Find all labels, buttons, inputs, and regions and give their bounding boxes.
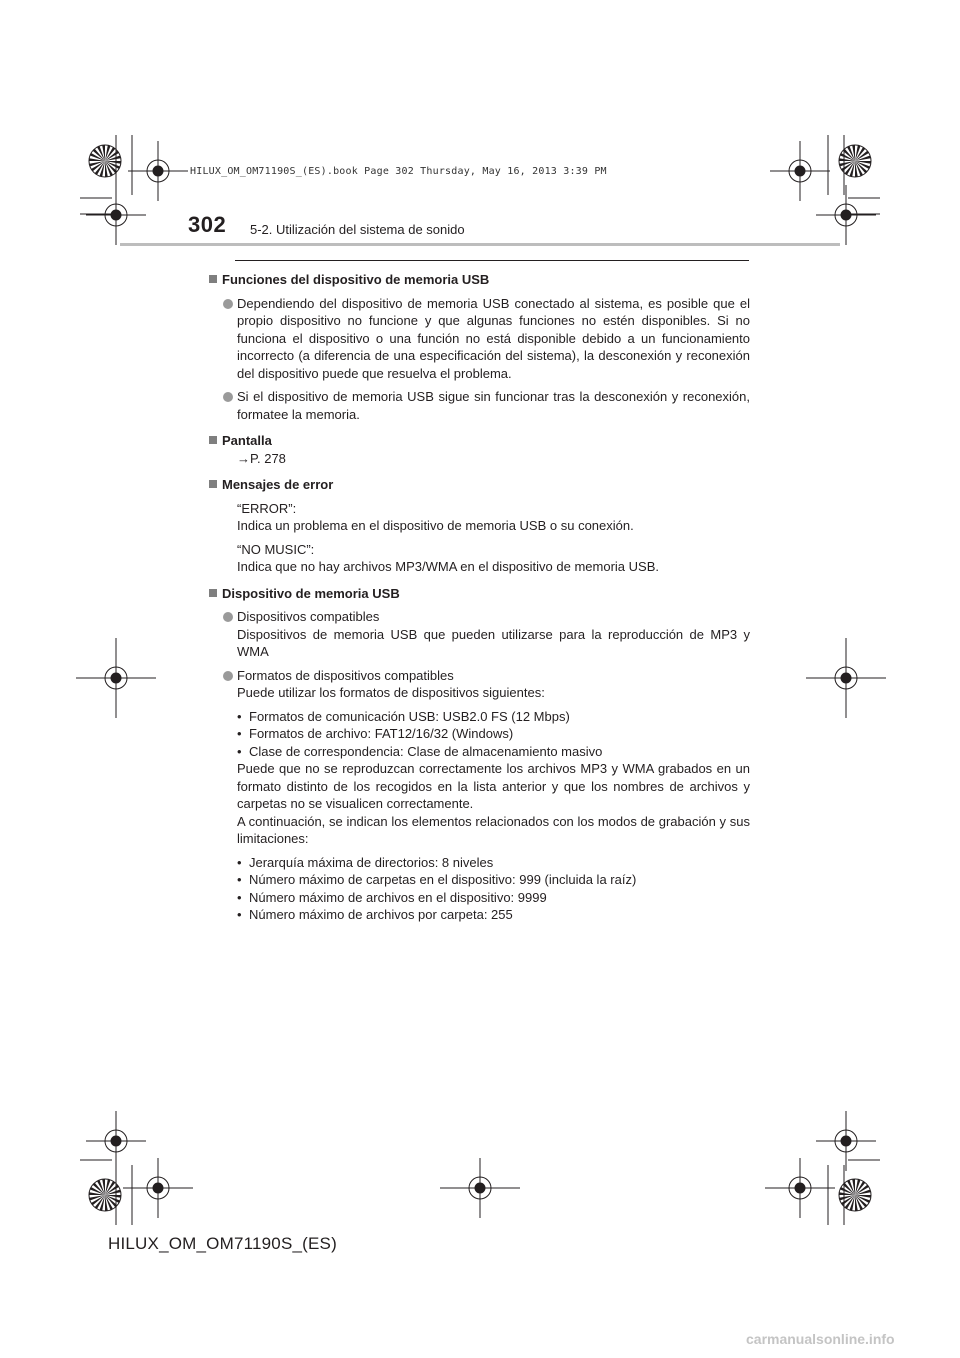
starburst-icon bbox=[839, 1179, 871, 1211]
list-item: • Número máximo de archivos en el dispositivo: 9999 bbox=[237, 889, 750, 907]
section-heading: Mensajes de error bbox=[209, 476, 750, 494]
square-bullet-icon bbox=[209, 589, 217, 597]
list-item: • Formatos de comunicación USB: USB2.0 FS (12 Mbps) bbox=[237, 708, 750, 726]
page-content bbox=[209, 271, 750, 924]
display-section bbox=[209, 432, 750, 467]
usb-functions-section bbox=[209, 271, 750, 423]
section-heading: Funciones del dispositivo de memoria USB bbox=[209, 271, 750, 289]
usb-device-section bbox=[209, 585, 750, 924]
square-bullet-icon bbox=[209, 275, 217, 283]
section-title: 5-2. Utilización del sistema de sonido bbox=[250, 222, 465, 237]
paragraph: A continuación, se indican los elementos relacionados con los modos de grabación y sus limitaciones: bbox=[237, 813, 750, 846]
limits-list bbox=[209, 854, 750, 924]
starburst-icon bbox=[89, 1179, 121, 1211]
starburst-icon bbox=[89, 145, 121, 177]
square-bullet-icon bbox=[209, 480, 217, 488]
bullet-item: Si el dispositivo de memoria USB sigue sin funcionar tras la desconexión y reconexión, formatee la memoria. bbox=[209, 388, 750, 423]
format-list bbox=[209, 708, 750, 761]
page-number: 302 bbox=[188, 212, 227, 237]
paragraph: Puede que no se reproduzcan correctamente los archivos MP3 y WMA grabados en un formato distinto de los recogidos en la lista anterior y que los nombres de archivos y carpetas no se visualicen correctamente. bbox=[237, 761, 750, 811]
bullet-item: Formatos de dispositivos compatibles bbox=[209, 667, 750, 685]
round-bullet-icon bbox=[223, 671, 233, 681]
section-heading: Pantalla bbox=[209, 432, 750, 450]
round-bullet-icon bbox=[223, 612, 233, 622]
print-stamp: HILUX_OM_OM71190S_(ES).book Page 302 Thursday, May 16, 2013 3:39 PM bbox=[190, 166, 607, 177]
errors-section bbox=[209, 476, 750, 576]
section-heading: Dispositivo de memoria USB bbox=[209, 585, 750, 603]
list-item: • Clase de correspondencia: Clase de almacenamiento masivo bbox=[237, 743, 750, 761]
section-rule bbox=[235, 260, 749, 261]
page-reference: →P. 278 bbox=[237, 450, 286, 466]
list-item: • Número máximo de archivos por carpeta: 255 bbox=[237, 906, 750, 924]
footer-code: HILUX_OM_OM71190S_(ES) bbox=[108, 1234, 337, 1253]
bullet-item: Dispositivos compatibles bbox=[209, 608, 750, 626]
list-item: • Formatos de archivo: FAT12/16/32 (Windows) bbox=[237, 725, 750, 743]
list-item: • Número máximo de carpetas en el dispositivo: 999 (incluida la raíz) bbox=[237, 871, 750, 889]
error-message: “NO MUSIC”: Indica que no hay archivos MP3/WMA en el dispositivo de memoria USB. bbox=[237, 541, 659, 574]
bullet-item: Dependiendo del dispositivo de memoria USB conectado al sistema, es posible que el propio dispositivo no funcione y que algunas funciones no estén disponibles. Si no funciona el dispositivo o una función no está disponible debido a un funcionamiento incorrecto (a diferencia de una especificación del sistema), la desconexión y reconexión del dispositivo puede que resuelva el problema. bbox=[209, 295, 750, 383]
paragraph: Puede utilizar los formatos de dispositivos siguientes: bbox=[237, 685, 545, 700]
round-bullet-icon bbox=[223, 392, 233, 402]
list-item: • Jerarquía máxima de directorios: 8 niveles bbox=[237, 854, 750, 872]
error-message: “ERROR”: Indica un problema en el dispositivo de memoria USB o su conexión. bbox=[237, 500, 634, 533]
square-bullet-icon bbox=[209, 436, 217, 444]
watermark: carmanualsonline.info bbox=[746, 1331, 895, 1347]
paragraph: Dispositivos de memoria USB que pueden utilizarse para la reproducción de MP3 y WMA bbox=[237, 626, 750, 659]
starburst-icon bbox=[839, 145, 871, 177]
header-bar bbox=[120, 243, 840, 246]
round-bullet-icon bbox=[223, 299, 233, 309]
